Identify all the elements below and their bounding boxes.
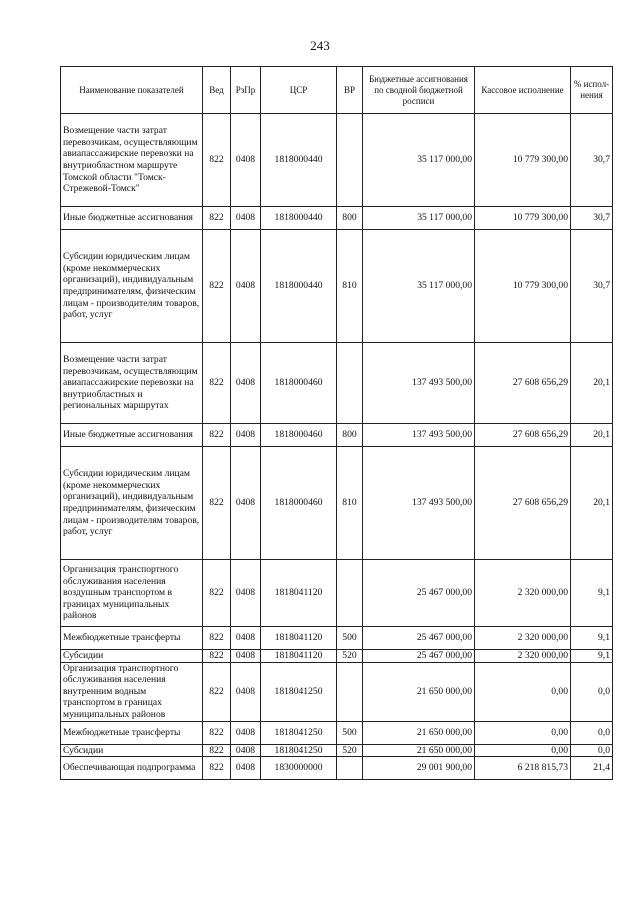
header-ved: Вед xyxy=(203,67,231,114)
cell-rzpr: 0408 xyxy=(231,114,261,207)
table-row xyxy=(61,230,613,343)
cell-name: Субсидии xyxy=(61,650,203,663)
cell-rzpr: 0408 xyxy=(231,424,261,447)
cell-ved: 822 xyxy=(203,230,231,343)
table-row xyxy=(61,424,613,447)
cell-rzpr: 0408 xyxy=(231,447,261,560)
cell-name: Субсидии xyxy=(61,744,203,757)
cell-pct: 0,0 xyxy=(571,744,613,757)
cell-budget: 137 493 500,00 xyxy=(363,343,475,424)
cell-ved: 822 xyxy=(203,627,231,650)
cell-cash: 0,00 xyxy=(475,662,571,721)
cell-name: Иные бюджетные ассигнования xyxy=(61,207,203,230)
cell-vr xyxy=(337,114,363,207)
table-row xyxy=(61,114,613,207)
cell-cash: 2 320 000,00 xyxy=(475,560,571,627)
cell-rzpr: 0408 xyxy=(231,230,261,343)
cell-vr xyxy=(337,560,363,627)
table-row xyxy=(61,662,613,721)
cell-cash: 0,00 xyxy=(475,744,571,757)
cell-pct: 9,1 xyxy=(571,650,613,663)
cell-name: Возмещение части затрат перевозчикам, осуществляющим авиапассажирские перевозки на внутриобластном маршруте Томской области "Томск-Стрежевой-Томск" xyxy=(61,114,203,207)
cell-pct: 9,1 xyxy=(571,560,613,627)
cell-name: Иные бюджетные ассигнования xyxy=(61,424,203,447)
cell-cash: 10 779 300,00 xyxy=(475,207,571,230)
cell-vr: 500 xyxy=(337,721,363,744)
cell-name: Межбюджетные трансферты xyxy=(61,627,203,650)
header-pct: % испол- нения xyxy=(571,67,613,114)
cell-ved: 822 xyxy=(203,114,231,207)
cell-ved: 822 xyxy=(203,560,231,627)
cell-budget: 25 467 000,00 xyxy=(363,560,475,627)
table-row xyxy=(61,650,613,663)
table-row xyxy=(61,721,613,744)
cell-pct: 20,1 xyxy=(571,424,613,447)
header-rzpr: РзПр xyxy=(231,67,261,114)
cell-cash: 10 779 300,00 xyxy=(475,114,571,207)
cell-csr: 1818041120 xyxy=(261,650,337,663)
cell-pct: 21,4 xyxy=(571,757,613,780)
table-row xyxy=(61,343,613,424)
cell-csr: 1818041120 xyxy=(261,560,337,627)
cell-rzpr: 0408 xyxy=(231,757,261,780)
cell-vr xyxy=(337,662,363,721)
cell-ved: 822 xyxy=(203,662,231,721)
cell-csr: 1818041120 xyxy=(261,627,337,650)
cell-ved: 822 xyxy=(203,721,231,744)
cell-budget: 35 117 000,00 xyxy=(363,114,475,207)
cell-rzpr: 0408 xyxy=(231,662,261,721)
cell-vr: 800 xyxy=(337,207,363,230)
cell-vr: 520 xyxy=(337,744,363,757)
cell-csr: 1818000440 xyxy=(261,114,337,207)
cell-vr: 520 xyxy=(337,650,363,663)
cell-name: Организация транспортного обслуживания населения воздушным транспортом в границах муниципальных районов xyxy=(61,560,203,627)
cell-rzpr: 0408 xyxy=(231,207,261,230)
cell-name: Возмещение части затрат перевозчикам, осуществляющим авиапассажирские перевозки на внутриобластных и региональных маршрутах xyxy=(61,343,203,424)
table-row xyxy=(61,447,613,560)
cell-ved: 822 xyxy=(203,207,231,230)
cell-pct: 30,7 xyxy=(571,114,613,207)
cell-rzpr: 0408 xyxy=(231,560,261,627)
cell-pct: 0,0 xyxy=(571,721,613,744)
cell-ved: 822 xyxy=(203,424,231,447)
cell-csr: 1818000440 xyxy=(261,207,337,230)
cell-budget: 21 650 000,00 xyxy=(363,744,475,757)
cell-budget: 29 001 900,00 xyxy=(363,757,475,780)
cell-budget: 25 467 000,00 xyxy=(363,650,475,663)
cell-ved: 822 xyxy=(203,447,231,560)
cell-vr: 500 xyxy=(337,627,363,650)
cell-rzpr: 0408 xyxy=(231,721,261,744)
cell-cash: 2 320 000,00 xyxy=(475,627,571,650)
cell-ved: 822 xyxy=(203,650,231,663)
cell-budget: 137 493 500,00 xyxy=(363,447,475,560)
cell-cash: 27 608 656,29 xyxy=(475,447,571,560)
cell-csr: 1818041250 xyxy=(261,662,337,721)
header-name: Наименование показателей xyxy=(61,67,203,114)
cell-csr: 1818041250 xyxy=(261,721,337,744)
table-row xyxy=(61,627,613,650)
header-budget: Бюджетные ассигнования по сводной бюджетной росписи xyxy=(363,67,475,114)
cell-name: Субсидии юридическим лицам (кроме некоммерческих организаций), индивидуальным предпринимателям, физическим лицам - производителям товаров, работ, услуг xyxy=(61,230,203,343)
cell-budget: 35 117 000,00 xyxy=(363,207,475,230)
cell-ved: 822 xyxy=(203,744,231,757)
cell-budget: 35 117 000,00 xyxy=(363,230,475,343)
cell-cash: 27 608 656,29 xyxy=(475,424,571,447)
cell-budget: 25 467 000,00 xyxy=(363,627,475,650)
cell-vr: 810 xyxy=(337,447,363,560)
cell-cash: 6 218 815,73 xyxy=(475,757,571,780)
cell-ved: 822 xyxy=(203,757,231,780)
cell-csr: 1818000440 xyxy=(261,230,337,343)
cell-pct: 30,7 xyxy=(571,207,613,230)
table-row xyxy=(61,757,613,780)
cell-csr: 1818000460 xyxy=(261,424,337,447)
cell-budget: 21 650 000,00 xyxy=(363,721,475,744)
cell-csr: 1830000000 xyxy=(261,757,337,780)
cell-cash: 10 779 300,00 xyxy=(475,230,571,343)
cell-rzpr: 0408 xyxy=(231,744,261,757)
cell-rzpr: 0408 xyxy=(231,627,261,650)
cell-csr: 1818000460 xyxy=(261,343,337,424)
cell-vr xyxy=(337,757,363,780)
table-row xyxy=(61,744,613,757)
cell-cash: 27 608 656,29 xyxy=(475,343,571,424)
cell-vr xyxy=(337,343,363,424)
cell-ved: 822 xyxy=(203,343,231,424)
cell-csr: 1818000460 xyxy=(261,447,337,560)
table-row xyxy=(61,207,613,230)
cell-name: Субсидии юридическим лицам (кроме некоммерческих организаций), индивидуальным предпринимателям, физическим лицам - производителям товаров, работ, услуг xyxy=(61,447,203,560)
table-row xyxy=(61,560,613,627)
header-vr: ВР xyxy=(337,67,363,114)
cell-pct: 0,0 xyxy=(571,662,613,721)
cell-budget: 21 650 000,00 xyxy=(363,662,475,721)
cell-budget: 137 493 500,00 xyxy=(363,424,475,447)
cell-pct: 20,1 xyxy=(571,343,613,424)
cell-name: Межбюджетные трансферты xyxy=(61,721,203,744)
cell-cash: 0,00 xyxy=(475,721,571,744)
cell-cash: 2 320 000,00 xyxy=(475,650,571,663)
table-header-row xyxy=(61,67,613,114)
cell-vr: 810 xyxy=(337,230,363,343)
header-csr: ЦСР xyxy=(261,67,337,114)
cell-pct: 30,7 xyxy=(571,230,613,343)
cell-csr: 1818041250 xyxy=(261,744,337,757)
cell-pct: 20,1 xyxy=(571,447,613,560)
cell-vr: 800 xyxy=(337,424,363,447)
header-cash: Кассовое исполнение xyxy=(475,67,571,114)
page-number: 243 xyxy=(310,38,330,53)
budget-execution-table xyxy=(60,66,613,780)
cell-rzpr: 0408 xyxy=(231,343,261,424)
cell-name: Организация транспортного обслуживания населения внутренним водным транспортом в границах муниципальных районов xyxy=(61,662,203,721)
cell-pct: 9,1 xyxy=(571,627,613,650)
cell-rzpr: 0408 xyxy=(231,650,261,663)
cell-name: Обеспечивающая подпрограмма xyxy=(61,757,203,780)
